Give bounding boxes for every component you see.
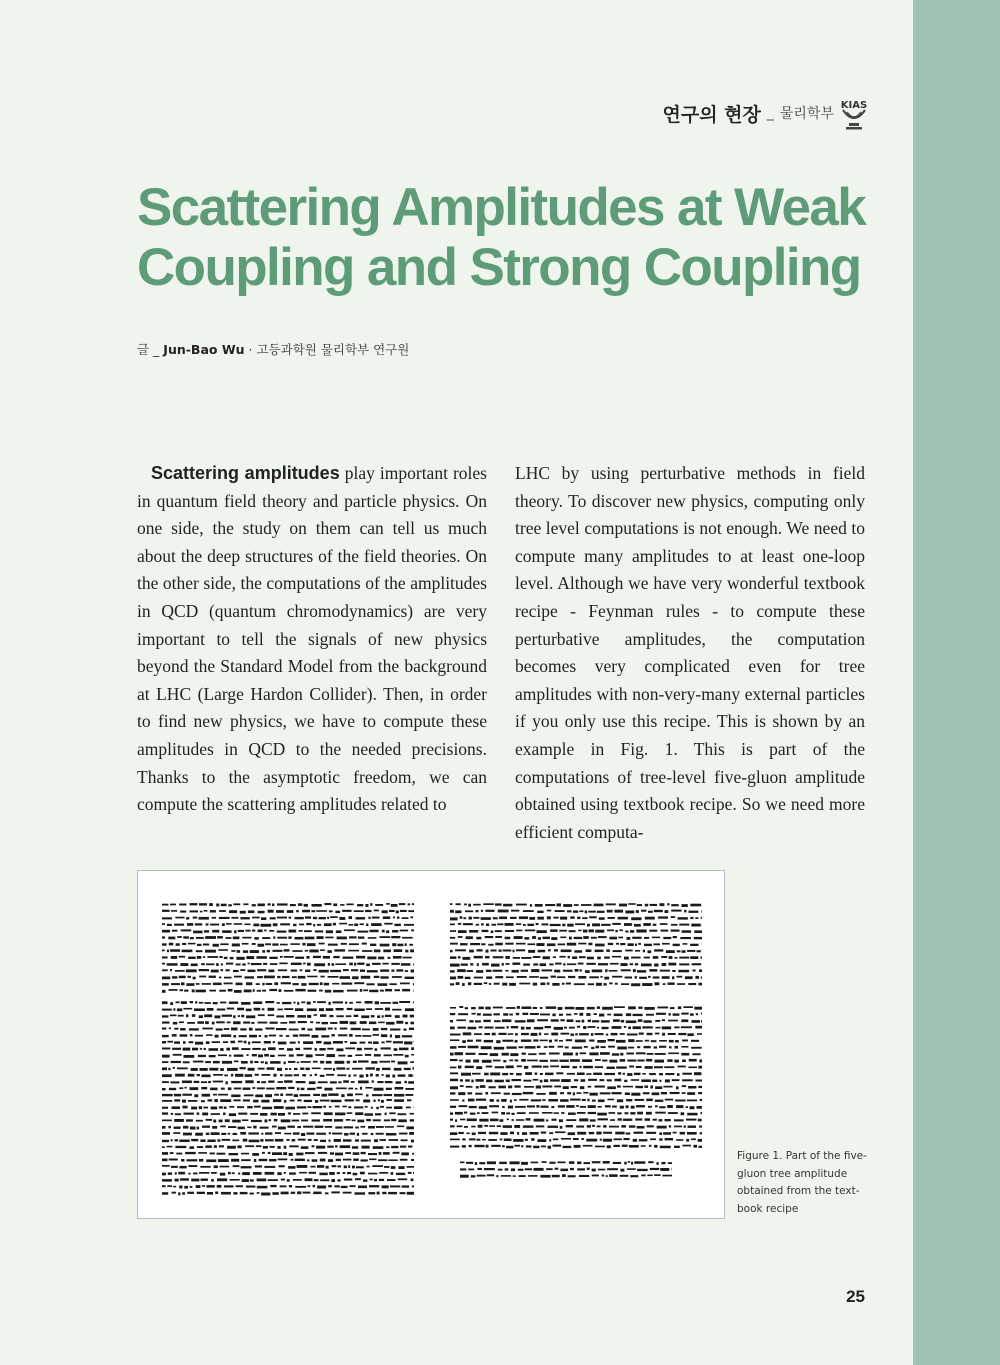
title-line-1: Scattering Amplitudes at Weak xyxy=(137,178,866,237)
author-name: Jun-Bao Wu xyxy=(163,342,245,357)
left-column-text: play important roles in quantum field theory and particle physics. On one side, the study on them can tell us much about the deep structures of the field theories. On the other side, the computations of the amplitudes in QCD (quantum chromodynamics) are very important to tell the signals of new physics beyond the Standard Model from the background at LHC (Large Hardon Collider). Then, in order to find new physics, we have to compute these amplitudes in QCD to the needed precisions. Thanks to the asymptotic freedom, we can compute the scattering amplitudes related to xyxy=(137,463,487,815)
logo-text: KIAS xyxy=(840,100,868,111)
body-column-right xyxy=(515,460,865,846)
figure-1 xyxy=(137,870,725,1219)
header-section: 연구의 현장 xyxy=(662,103,761,126)
header-separator: _ xyxy=(766,105,774,121)
equation-block-mid-right xyxy=(450,1006,702,1149)
article-title xyxy=(137,178,897,298)
author-affiliation: 고등과학원 물리학부 연구원 xyxy=(256,342,410,357)
lead-phrase: Scattering amplitudes xyxy=(151,463,340,483)
running-header xyxy=(600,96,868,130)
equation-block-top-left xyxy=(162,903,414,993)
equation-block-bottom-right xyxy=(460,1161,672,1178)
body-column-left xyxy=(137,460,487,819)
five-gluon-computation-image xyxy=(138,871,724,1218)
equation-block-bottom-left xyxy=(162,1099,414,1196)
byline-separator: · xyxy=(248,342,253,357)
figure-caption: Figure 1. Part of the five-gluon tree amplitude obtained from the text-book recipe xyxy=(737,1150,867,1215)
kias-logo-icon xyxy=(840,96,868,130)
right-column-text: LHC by using perturbative methods in field theory. To discover new physics, computing only tree level computations is not enough. We need to compute many amplitudes to at least one-loop level. Although we have very wonderful textbook recipe - Feynman rules - to compute these perturbative amplitudes, the computation becomes very complicated even for tree amplitudes with non-very-many external particles if you only use this recipe. This is shown by an example in Fig. 1. This is part of the computations of tree-level five-gluon amplitude obtained using textbook recipe. So we need more efficient computa- xyxy=(515,463,865,842)
equation-block-mid-left xyxy=(162,1001,414,1097)
side-color-strip xyxy=(913,0,1000,1365)
byline xyxy=(137,340,409,358)
header-department: 물리학부 xyxy=(779,106,834,122)
equation-block-top-right xyxy=(450,903,702,986)
title-line-2: Coupling and Strong Coupling xyxy=(137,238,861,297)
page-number: 25 xyxy=(846,1287,865,1306)
byline-prefix: 글 _ xyxy=(137,342,160,357)
